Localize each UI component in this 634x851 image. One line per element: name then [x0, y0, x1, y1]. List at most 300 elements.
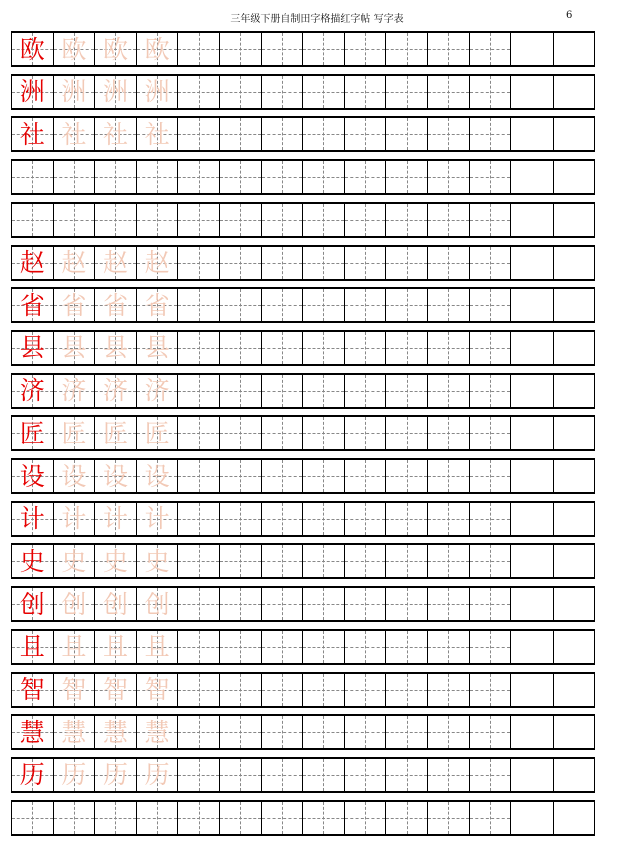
horizontal-guide-line	[303, 561, 344, 562]
trace-character: 欧	[102, 34, 128, 64]
practice-row	[11, 116, 595, 152]
tianzige-cell	[427, 289, 469, 321]
practice-row	[11, 672, 595, 708]
tianzige-cell	[261, 417, 303, 449]
horizontal-guide-line	[178, 561, 219, 562]
model-character: 历	[19, 760, 45, 790]
tianzige-cell	[177, 417, 219, 449]
tianzige-cell	[469, 545, 511, 577]
tianzige-cell	[344, 417, 386, 449]
model-character: 设	[19, 461, 45, 491]
tianzige-cell	[261, 503, 303, 535]
tianzige-cell	[11, 759, 53, 791]
tianzige-cell	[136, 759, 178, 791]
tianzige-cell	[261, 375, 303, 407]
blank-writing-cell	[553, 161, 595, 193]
horizontal-guide-line	[345, 818, 386, 819]
tianzige-cell	[385, 802, 427, 834]
horizontal-guide-line	[428, 92, 469, 93]
horizontal-guide-line	[220, 775, 261, 776]
horizontal-guide-line	[178, 732, 219, 733]
tianzige-cell	[136, 76, 178, 108]
tianzige-cell	[11, 674, 53, 706]
horizontal-guide-line	[345, 348, 386, 349]
tianzige-cell	[427, 161, 469, 193]
tianzige-cell	[94, 802, 136, 834]
horizontal-guide-line	[345, 476, 386, 477]
horizontal-guide-line	[470, 391, 511, 392]
trace-character: 计	[61, 504, 87, 534]
tianzige-cell	[261, 289, 303, 321]
tianzige-cell	[11, 161, 53, 193]
blank-writing-cell	[510, 332, 552, 364]
horizontal-guide-line	[262, 263, 303, 264]
trace-character: 且	[102, 632, 128, 662]
horizontal-guide-line	[470, 647, 511, 648]
trace-character: 智	[102, 675, 128, 704]
horizontal-guide-line	[345, 604, 386, 605]
tianzige-cell	[427, 503, 469, 535]
tianzige-cell	[427, 631, 469, 663]
tianzige-cell	[261, 759, 303, 791]
trace-character: 创	[61, 589, 87, 619]
blank-writing-cell	[510, 674, 552, 706]
horizontal-guide-line	[178, 604, 219, 605]
tianzige-cell	[261, 161, 303, 193]
horizontal-guide-line	[220, 519, 261, 520]
tianzige-cell	[344, 247, 386, 279]
tianzige-cell	[427, 375, 469, 407]
tianzige-cell	[11, 375, 53, 407]
horizontal-guide-line	[470, 177, 511, 178]
horizontal-guide-line	[345, 220, 386, 221]
blank-writing-cell	[553, 716, 595, 748]
horizontal-guide-line	[178, 177, 219, 178]
practice-row	[11, 629, 595, 665]
tianzige-cell	[177, 118, 219, 150]
horizontal-guide-line	[428, 732, 469, 733]
trace-character: 历	[144, 760, 170, 790]
tianzige-cell	[177, 247, 219, 279]
tianzige-cell	[261, 118, 303, 150]
trace-character: 赵	[102, 248, 128, 277]
trace-character: 洲	[61, 77, 87, 107]
tianzige-cell	[385, 460, 427, 492]
page-number: 6	[566, 10, 573, 21]
tianzige-cell	[219, 161, 261, 193]
tianzige-cell	[11, 118, 53, 150]
tianzige-cell	[344, 674, 386, 706]
tianzige-cell	[53, 289, 95, 321]
tianzige-cell	[344, 631, 386, 663]
trace-character: 济	[102, 376, 128, 406]
trace-character: 计	[102, 504, 128, 534]
horizontal-guide-line	[262, 775, 303, 776]
tianzige-cell	[94, 716, 136, 748]
tianzige-cell	[136, 674, 178, 706]
horizontal-guide-line	[386, 732, 427, 733]
tianzige-cell	[427, 674, 469, 706]
tianzige-cell	[94, 161, 136, 193]
horizontal-guide-line	[95, 818, 136, 819]
tianzige-cell	[219, 460, 261, 492]
tianzige-cell	[94, 503, 136, 535]
tianzige-cell	[136, 332, 178, 364]
horizontal-guide-line	[303, 263, 344, 264]
trace-character: 县	[61, 333, 87, 363]
model-character: 社	[19, 119, 45, 149]
horizontal-guide-line	[220, 49, 261, 50]
horizontal-guide-line	[386, 92, 427, 93]
horizontal-guide-line	[386, 690, 427, 691]
blank-writing-cell	[553, 802, 595, 834]
blank-writing-cell	[510, 631, 552, 663]
horizontal-guide-line	[386, 177, 427, 178]
tianzige-cell	[219, 76, 261, 108]
tianzige-cell	[469, 503, 511, 535]
tianzige-cell	[136, 417, 178, 449]
blank-writing-cell	[510, 118, 552, 150]
tianzige-cell	[177, 759, 219, 791]
horizontal-guide-line	[428, 49, 469, 50]
blank-writing-cell	[553, 204, 595, 236]
tianzige-cell	[177, 545, 219, 577]
horizontal-guide-line	[303, 92, 344, 93]
trace-character: 洲	[144, 77, 170, 107]
practice-row	[11, 458, 595, 494]
horizontal-guide-line	[262, 561, 303, 562]
horizontal-guide-line	[220, 134, 261, 135]
tianzige-cell	[385, 332, 427, 364]
horizontal-guide-line	[470, 561, 511, 562]
tianzige-cell	[427, 759, 469, 791]
horizontal-guide-line	[345, 177, 386, 178]
horizontal-guide-line	[262, 92, 303, 93]
tianzige-cell	[385, 588, 427, 620]
tianzige-cell	[261, 76, 303, 108]
tianzige-cell	[385, 289, 427, 321]
horizontal-guide-line	[303, 49, 344, 50]
tianzige-cell	[177, 588, 219, 620]
trace-character: 省	[61, 290, 87, 320]
practice-row	[11, 330, 595, 366]
tianzige-cell	[11, 247, 53, 279]
tianzige-cell	[53, 503, 95, 535]
tianzige-cell	[53, 33, 95, 65]
tianzige-cell	[219, 289, 261, 321]
practice-row	[11, 800, 595, 836]
tianzige-cell	[94, 588, 136, 620]
tianzige-cell	[136, 161, 178, 193]
horizontal-guide-line	[386, 476, 427, 477]
tianzige-cell	[11, 716, 53, 748]
tianzige-cell	[219, 802, 261, 834]
horizontal-guide-line	[386, 561, 427, 562]
tianzige-cell	[302, 161, 344, 193]
horizontal-guide-line	[386, 433, 427, 434]
horizontal-guide-line	[262, 177, 303, 178]
horizontal-guide-line	[470, 134, 511, 135]
tianzige-cell	[469, 161, 511, 193]
tianzige-cell	[385, 247, 427, 279]
tianzige-cell	[427, 460, 469, 492]
horizontal-guide-line	[178, 690, 219, 691]
tianzige-cell	[344, 289, 386, 321]
practice-row	[11, 714, 595, 750]
tianzige-cell	[344, 460, 386, 492]
blank-writing-cell	[510, 716, 552, 748]
tianzige-cell	[53, 417, 95, 449]
horizontal-guide-line	[12, 220, 53, 221]
horizontal-guide-line	[262, 732, 303, 733]
trace-character: 县	[102, 333, 128, 363]
tianzige-cell	[219, 674, 261, 706]
tianzige-cell	[427, 76, 469, 108]
trace-character: 社	[61, 119, 87, 149]
horizontal-guide-line	[220, 220, 261, 221]
blank-writing-cell	[510, 375, 552, 407]
tianzige-cell	[344, 503, 386, 535]
tianzige-cell	[469, 588, 511, 620]
horizontal-guide-line	[428, 690, 469, 691]
horizontal-guide-line	[470, 818, 511, 819]
horizontal-guide-line	[386, 348, 427, 349]
tianzige-cell	[94, 204, 136, 236]
horizontal-guide-line	[428, 519, 469, 520]
horizontal-guide-line	[220, 604, 261, 605]
model-character: 省	[19, 290, 45, 320]
horizontal-guide-line	[54, 220, 95, 221]
tianzige-cell	[385, 674, 427, 706]
horizontal-guide-line	[178, 433, 219, 434]
trace-character: 省	[144, 290, 170, 320]
tianzige-cell	[11, 417, 53, 449]
horizontal-guide-line	[470, 305, 511, 306]
horizontal-guide-line	[470, 690, 511, 691]
model-character: 欧	[19, 34, 45, 64]
trace-character: 匠	[144, 418, 170, 448]
horizontal-guide-line	[386, 49, 427, 50]
tianzige-cell	[11, 332, 53, 364]
tianzige-cell	[344, 76, 386, 108]
tianzige-cell	[177, 289, 219, 321]
horizontal-guide-line	[262, 391, 303, 392]
model-character: 慧	[19, 717, 45, 747]
tianzige-cell	[469, 759, 511, 791]
tianzige-cell	[344, 588, 386, 620]
trace-character: 史	[144, 546, 170, 576]
trace-character: 历	[61, 760, 87, 790]
tianzige-cell	[427, 802, 469, 834]
horizontal-guide-line	[345, 775, 386, 776]
tianzige-cell	[94, 247, 136, 279]
horizontal-guide-line	[220, 177, 261, 178]
tianzige-cell	[469, 118, 511, 150]
blank-writing-cell	[510, 204, 552, 236]
tianzige-cell	[219, 588, 261, 620]
horizontal-guide-line	[262, 433, 303, 434]
tianzige-cell	[219, 503, 261, 535]
model-character: 史	[19, 546, 45, 576]
tianzige-cell	[136, 631, 178, 663]
horizontal-guide-line	[386, 604, 427, 605]
horizontal-guide-line	[262, 818, 303, 819]
horizontal-guide-line	[428, 561, 469, 562]
blank-writing-cell	[510, 503, 552, 535]
tianzige-cell	[11, 503, 53, 535]
tianzige-cell	[53, 161, 95, 193]
horizontal-guide-line	[386, 519, 427, 520]
horizontal-guide-line	[303, 220, 344, 221]
tianzige-cell	[261, 674, 303, 706]
tianzige-cell	[385, 417, 427, 449]
tianzige-cell	[427, 118, 469, 150]
blank-writing-cell	[553, 332, 595, 364]
horizontal-guide-line	[428, 348, 469, 349]
blank-writing-cell	[553, 545, 595, 577]
tianzige-cell	[177, 802, 219, 834]
horizontal-guide-line	[303, 391, 344, 392]
horizontal-guide-line	[345, 134, 386, 135]
practice-row	[11, 287, 595, 323]
horizontal-guide-line	[220, 690, 261, 691]
horizontal-guide-line	[345, 263, 386, 264]
tianzige-cell	[344, 802, 386, 834]
trace-character: 历	[102, 760, 128, 790]
tianzige-cell	[469, 33, 511, 65]
horizontal-guide-line	[54, 177, 95, 178]
tianzige-cell	[136, 716, 178, 748]
horizontal-guide-line	[428, 220, 469, 221]
trace-character: 社	[144, 119, 170, 149]
tianzige-cell	[219, 545, 261, 577]
practice-row	[11, 415, 595, 451]
tianzige-cell	[344, 375, 386, 407]
tianzige-cell	[94, 545, 136, 577]
tianzige-cell	[11, 631, 53, 663]
horizontal-guide-line	[303, 818, 344, 819]
horizontal-guide-line	[178, 391, 219, 392]
tianzige-cell	[136, 204, 178, 236]
horizontal-guide-line	[262, 220, 303, 221]
blank-writing-cell	[553, 289, 595, 321]
horizontal-guide-line	[95, 177, 136, 178]
blank-writing-cell	[553, 503, 595, 535]
tianzige-cell	[261, 588, 303, 620]
horizontal-guide-line	[220, 263, 261, 264]
tianzige-cell	[385, 503, 427, 535]
horizontal-guide-line	[95, 220, 136, 221]
tianzige-cell	[219, 204, 261, 236]
page-title: 三年级下册自制田字格描红字帖 写字表	[230, 14, 404, 25]
tianzige-cell	[302, 118, 344, 150]
horizontal-guide-line	[470, 263, 511, 264]
horizontal-guide-line	[178, 134, 219, 135]
tianzige-cell	[219, 247, 261, 279]
tianzige-cell	[302, 417, 344, 449]
blank-writing-cell	[510, 588, 552, 620]
horizontal-guide-line	[428, 775, 469, 776]
horizontal-guide-line	[303, 775, 344, 776]
tianzige-cell	[469, 631, 511, 663]
tianzige-cell	[53, 674, 95, 706]
horizontal-guide-line	[12, 818, 53, 819]
tianzige-cell	[11, 76, 53, 108]
tianzige-cell	[11, 289, 53, 321]
horizontal-guide-line	[262, 647, 303, 648]
trace-character: 设	[61, 461, 87, 491]
horizontal-guide-line	[470, 732, 511, 733]
tianzige-cell	[261, 33, 303, 65]
tianzige-cell	[302, 759, 344, 791]
horizontal-guide-line	[470, 220, 511, 221]
horizontal-guide-line	[345, 49, 386, 50]
tianzige-cell	[261, 631, 303, 663]
horizontal-guide-line	[345, 519, 386, 520]
tianzige-cell	[53, 375, 95, 407]
tianzige-cell	[469, 802, 511, 834]
trace-character: 且	[144, 632, 170, 662]
tianzige-cell	[385, 76, 427, 108]
tianzige-cell	[427, 204, 469, 236]
tianzige-cell	[11, 460, 53, 492]
tianzige-cell	[469, 417, 511, 449]
tianzige-cell	[302, 76, 344, 108]
trace-character: 匠	[102, 418, 128, 448]
horizontal-guide-line	[345, 690, 386, 691]
horizontal-guide-line	[428, 647, 469, 648]
blank-writing-cell	[553, 759, 595, 791]
tianzige-cell	[11, 204, 53, 236]
tianzige-cell	[427, 247, 469, 279]
practice-row	[11, 31, 595, 67]
horizontal-guide-line	[470, 433, 511, 434]
horizontal-guide-line	[220, 348, 261, 349]
horizontal-guide-line	[137, 220, 178, 221]
trace-character: 史	[61, 546, 87, 576]
blank-writing-cell	[510, 289, 552, 321]
tianzige-cell	[177, 460, 219, 492]
tianzige-cell	[53, 460, 95, 492]
trace-character: 设	[144, 461, 170, 491]
tianzige-cell	[344, 716, 386, 748]
tianzige-cell	[53, 204, 95, 236]
trace-character: 济	[61, 376, 87, 406]
tianzige-cell	[177, 674, 219, 706]
trace-character: 欧	[144, 34, 170, 64]
tianzige-cell	[469, 674, 511, 706]
tianzige-cell	[11, 545, 53, 577]
tianzige-cell	[219, 118, 261, 150]
tianzige-cell	[427, 33, 469, 65]
tianzige-cell	[219, 716, 261, 748]
tianzige-cell	[136, 33, 178, 65]
tianzige-cell	[344, 118, 386, 150]
tianzige-cell	[427, 545, 469, 577]
horizontal-guide-line	[470, 49, 511, 50]
tianzige-cell	[53, 716, 95, 748]
blank-writing-cell	[510, 76, 552, 108]
tianzige-cell	[136, 289, 178, 321]
trace-character: 设	[102, 461, 128, 491]
trace-character: 智	[61, 675, 87, 704]
horizontal-guide-line	[262, 476, 303, 477]
model-character: 赵	[19, 248, 45, 277]
tianzige-cell	[53, 759, 95, 791]
tianzige-cell	[344, 204, 386, 236]
tianzige-cell	[469, 332, 511, 364]
trace-character: 慧	[144, 717, 170, 747]
